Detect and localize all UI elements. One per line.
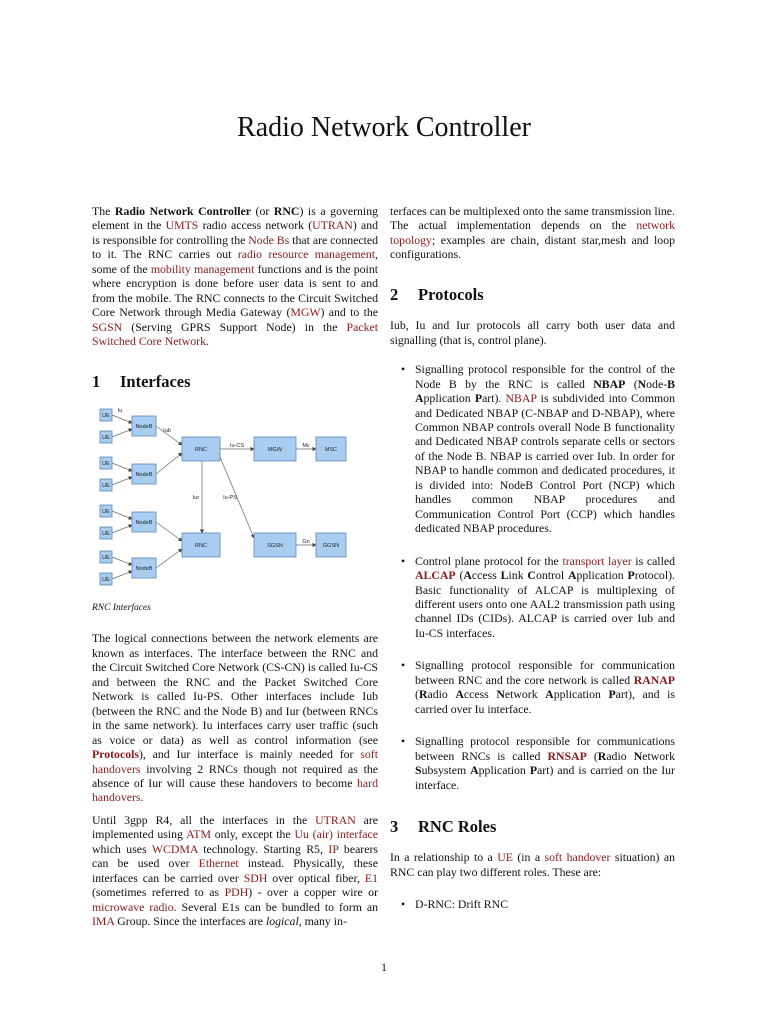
- link-ethernet[interactable]: Ethernet: [198, 856, 239, 871]
- protocol-list: [390, 362, 675, 792]
- link-ue[interactable]: UE: [497, 850, 513, 865]
- intro-paragraph: The Radio Network Controller (or RNC) is a governing element in the UMTS radio access network (UTRAN) and is responsible for controlling the Node Bs that are connected to it. The RNC carries out radio resource management, some of the mobility management functions and is the point where encryption is done before user data is sent to and from the mobile. The RNC connects to the Circuit Switched Core Network through Media Gateway (MGW) and to the SGSN (Serving GPRS Support Node) in the Packet Switched Core Network.: [92, 204, 379, 349]
- iu-interface-label: Iu: [117, 407, 123, 414]
- link-node-bs[interactable]: Node Bs: [248, 232, 290, 247]
- protocols-intro: Iub, Iu and Iur protocols all carry both user data and signalling (that is, control plane).: [390, 318, 675, 347]
- link-uu-air-interface[interactable]: Uu (air) interface: [294, 827, 378, 842]
- list-item: • Signalling protocol responsible for the control of the Node B by the RNC is called NBAP (Node-B Application Part). NBAP is subdivided into Common and Dedicated NBAP (C-NBAP and D-NBAP), where Common NBAP controls overall Node B functionality and Dedicated NBAP controls separate cells or sectors of the Node B. NBAP is carried over Iub. In order for NBAP to handle common and dedicated procedures, it is divided into: NodeB Control Port (NCP) which handles common NBAP procedures and Communication Control Port (CCP) which handles dedicated NBAP procedures.: [401, 362, 675, 536]
- sgsn-label: SGSN: [267, 542, 283, 549]
- link-sdh[interactable]: SDH: [243, 870, 268, 885]
- nodeb-label: NodeB: [135, 565, 153, 572]
- ggsn-label: GGSN: [322, 542, 340, 549]
- link-ranap[interactable]: RANAP: [633, 672, 675, 687]
- msc-label: MSC: [324, 446, 338, 453]
- iub-interface-label: Iub: [163, 427, 171, 434]
- rnc-roles-list: [390, 897, 675, 911]
- list-item: • D-RNC: Drift RNC: [401, 897, 509, 912]
- list-item: • Control plane protocol for the transport layer is called ALCAP (Access Link Control Application Protocol). Basic functionality of ALCAP is multiplexing of different users onto one AAL2 transmission path using channel IDs (CIDs). ALCAP is carried over Iub and Iu-CS interfaces.: [401, 553, 675, 640]
- ue-label: UE: [102, 530, 110, 537]
- ue-label: UE: [102, 460, 110, 467]
- link-e1[interactable]: E1: [364, 870, 378, 885]
- link-wcdma[interactable]: WCDMA: [151, 841, 198, 856]
- right-column: [390, 204, 675, 912]
- link-radio-resource-management[interactable]: radio resource management: [237, 247, 376, 262]
- link-ip[interactable]: IP: [328, 841, 339, 856]
- ue-label: UE: [102, 412, 110, 419]
- page-title: Radio Network Controller: [237, 112, 531, 143]
- mc-interface-label: Mc: [302, 442, 310, 449]
- list-item: • Signalling protocol responsible for communications between RNCs is called RNSAP (Radio Network Subsystem Application Part) and is carried on the Iur interface.: [401, 734, 675, 792]
- interfaces-paragraph-1: The logical connections between the network elements are known as interfaces. The interface between the RNC and the Circuit Switched Core Network (CS-CN) is called Iu-CS and between the RNC and the Packet Switched Core Network is called Iu-PS. Other interfaces include Iub (between the RNC and the Node B) and Iur (between RNCs in the same network). Iu interfaces carry user traffic (such as voice or data) as well as control information (see Protocols), and Iur interface is mainly needed for soft handovers involving 2 RNCs though not required as the absence of Iur will cause these handovers to become hard handovers.: [92, 631, 378, 805]
- link-ima[interactable]: IMA: [92, 914, 115, 929]
- link-sgsn[interactable]: SGSN: [92, 319, 123, 334]
- nodeb-label: NodeB: [135, 423, 153, 430]
- iups-interface-label: Iu-PS: [223, 494, 237, 501]
- nodeb-label: NodeB: [135, 471, 153, 478]
- section-heading-interfaces: 1 Interfaces: [92, 371, 191, 391]
- ue-label: UE: [102, 482, 110, 489]
- link-umts[interactable]: UMTS: [165, 218, 199, 233]
- link-atm[interactable]: ATM: [186, 827, 211, 842]
- figure-caption: RNC Interfaces: [92, 602, 151, 613]
- link-hard-handovers[interactable]: hard handovers: [92, 775, 378, 805]
- interfaces-paragraph-2-continued: terfaces can be multiplexed onto the same transmission line. The actual implementation depends on the network topology; examples are chain, distant star,mesh and loop configurations.: [390, 204, 675, 262]
- ue-label: UE: [102, 554, 110, 561]
- nodeb-label: NodeB: [135, 519, 153, 526]
- iur-interface-label: Iur: [192, 494, 200, 501]
- section-heading-rnc-roles: 3 RNC Roles: [390, 816, 497, 836]
- link-pdh[interactable]: PDH: [224, 885, 249, 900]
- link-nbap[interactable]: NBAP: [505, 391, 537, 406]
- gn-interface-label: Gn: [302, 538, 310, 545]
- link-microwave-radio[interactable]: microwave radio: [92, 899, 174, 914]
- section-heading-protocols: 2 Protocols: [390, 284, 484, 304]
- link-utran[interactable]: UTRAN: [315, 812, 356, 827]
- left-column: [92, 204, 378, 937]
- link-soft-handovers[interactable]: soft handovers: [92, 747, 378, 776]
- interfaces-paragraph-2: Until 3gpp R4, all the interfaces in the UTRAN are implemented using ATM only, except the Uu (air) interface which uses WCDMA technology. Starting R5, IP bearers can be used over Ethernet instead. Physically, these interfaces can be carried over SDH over optical fiber, E1 (sometimes referred to as PDH) - over a copper wire or microwave radio. Several E1s can be bundled to form an IMA Group. Since the interfaces are logical, many in-: [92, 812, 378, 929]
- rnc-interfaces-diagram: [98, 403, 348, 591]
- rnc-label: RNC: [195, 542, 207, 549]
- link-soft-handover[interactable]: soft handover: [544, 850, 611, 865]
- link-transport-layer[interactable]: transport layer: [562, 553, 632, 568]
- mgw-label: MGW: [267, 446, 283, 453]
- link-mobility-management[interactable]: mobility management: [150, 261, 255, 276]
- link-mgw[interactable]: MGW: [290, 305, 321, 320]
- ue-label: UE: [102, 508, 110, 515]
- link-protocols[interactable]: Protocols: [92, 747, 139, 762]
- list-item: • Signalling protocol responsible for communication between RNC and the core network is called RANAP (Radio Access Network Application Part), and is carried over Iu interface.: [401, 658, 675, 716]
- rnc-roles-paragraph: In a relationship to a UE (in a soft handover situation) an RNC can play two different roles. These are:: [390, 850, 675, 879]
- link-alcap[interactable]: ALCAP: [415, 568, 456, 583]
- link-packet-switched-core-network[interactable]: Packet Switched Core Network: [92, 319, 378, 349]
- link-utran[interactable]: UTRAN: [312, 218, 353, 233]
- link-rnsap[interactable]: RNSAP: [547, 748, 587, 763]
- ue-label: UE: [102, 434, 110, 441]
- iucs-interface-label: Iu-CS: [229, 442, 245, 449]
- link-network-topology[interactable]: network topology: [390, 218, 675, 247]
- page-number: 1: [381, 960, 387, 974]
- rnc-label: RNC: [195, 446, 207, 453]
- ue-label: UE: [102, 576, 110, 583]
